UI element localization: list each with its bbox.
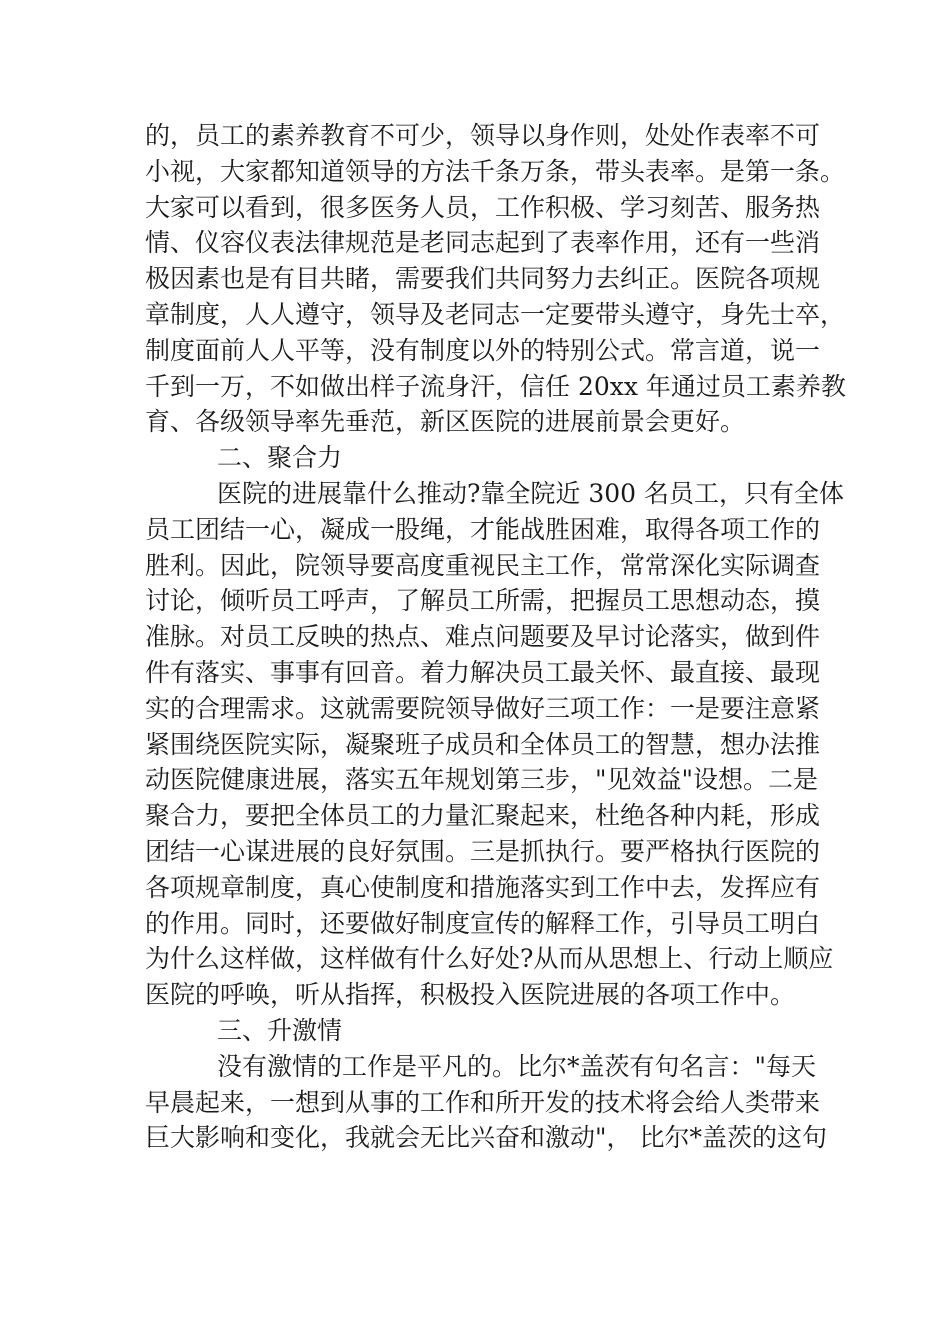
text-line: 紧围绕医院实际，凝聚班子成员和全体员工的智慧，想办法推 xyxy=(145,729,821,759)
text-line: 医院的呼唤，听从指挥，积极投入医院进展的各项工作中。 xyxy=(145,980,796,1010)
text-line: 章制度，人人遵守，领导及老同志一定要带头遵守，身先士卒， xyxy=(145,299,846,329)
text-line: 大家可以看到，很多医务人员，工作积极、学习刻苦、服务热 xyxy=(145,192,821,222)
text-line: 为什么这样做，这样做有什么好处?从而从思想上、行动上顺应 xyxy=(145,944,834,974)
text-line: 讨论，倾听员工呼声，了解员工所需，把握员工思想动态，摸 xyxy=(145,586,821,616)
text-line: 准脉。对员工反映的热点、难点问题要及早讨论落实，做到件 xyxy=(145,622,821,652)
text-line: 聚合力，要把全体员工的力量汇聚起来，杜绝各种内耗，形成 xyxy=(145,801,821,831)
text-line: 员工团结一心，凝成一股绳，才能战胜困难，取得各项工作的 xyxy=(145,514,821,544)
text-line: 的作用。同时，还要做好制度宣传的解释工作，引导员工明白 xyxy=(145,908,821,938)
text-line: 情、仪容仪表法律规范是老同志起到了表率作用，还有一些消 xyxy=(145,228,821,258)
text-line: 医院的进展靠什么推动?靠全院近 300 名员工，只有全体 xyxy=(217,478,845,508)
text-line: 制度面前人人平等，没有制度以外的特别公式。常言道，说一 xyxy=(145,335,821,365)
body-text xyxy=(145,118,846,1156)
text-line: 早晨起来，一想到从事的工作和所开发的技术将会给人类带来 xyxy=(145,1087,821,1117)
text-line: 极因素也是有目共睹，需要我们共同努力去纠正。医院各项规 xyxy=(145,264,821,294)
text-line: 各项规章制度，真心使制度和措施落实到工作中去，发挥应有 xyxy=(145,872,821,902)
text-line: 千到一万，不如做出样子流身汗，信任 20xx 年通过员工素养教 xyxy=(145,371,846,401)
text-line: 实的合理需求。这就需要院领导做好三项工作：一是要注意紧 xyxy=(145,693,821,723)
section-heading: 二、聚合力 xyxy=(217,443,343,473)
text-line: 团结一心谋进展的良好氛围。三是抓执行。要严格执行医院的 xyxy=(145,836,821,866)
text-line: 的，员工的素养教育不可少，领导以身作则，处处作表率不可 xyxy=(145,121,821,150)
text-line: 巨大影响和变化，我就会无比兴奋和激动"， 比尔*盖茨的这句 xyxy=(145,1123,827,1153)
text-line: 动医院健康进展，落实五年规划第三步，"见效益"设想。二是 xyxy=(145,765,819,795)
section-heading: 三、升激情 xyxy=(217,1015,343,1045)
text-line: 胜利。因此，院领导要高度重视民主工作，常常深化实际调查 xyxy=(145,550,821,580)
text-line: 件有落实、事事有回音。着力解决员工最关怀、最直接、最现 xyxy=(145,657,821,687)
text-line: 小视，大家都知道领导的方法千条万条，带头表率。是第一条。 xyxy=(145,156,846,186)
text-line: 没有激情的工作是平凡的。比尔*盖茨有句名言："每天 xyxy=(217,1051,817,1081)
text-line: 育、各级领导率先垂范，新区医院的进展前景会更好。 xyxy=(145,407,746,437)
